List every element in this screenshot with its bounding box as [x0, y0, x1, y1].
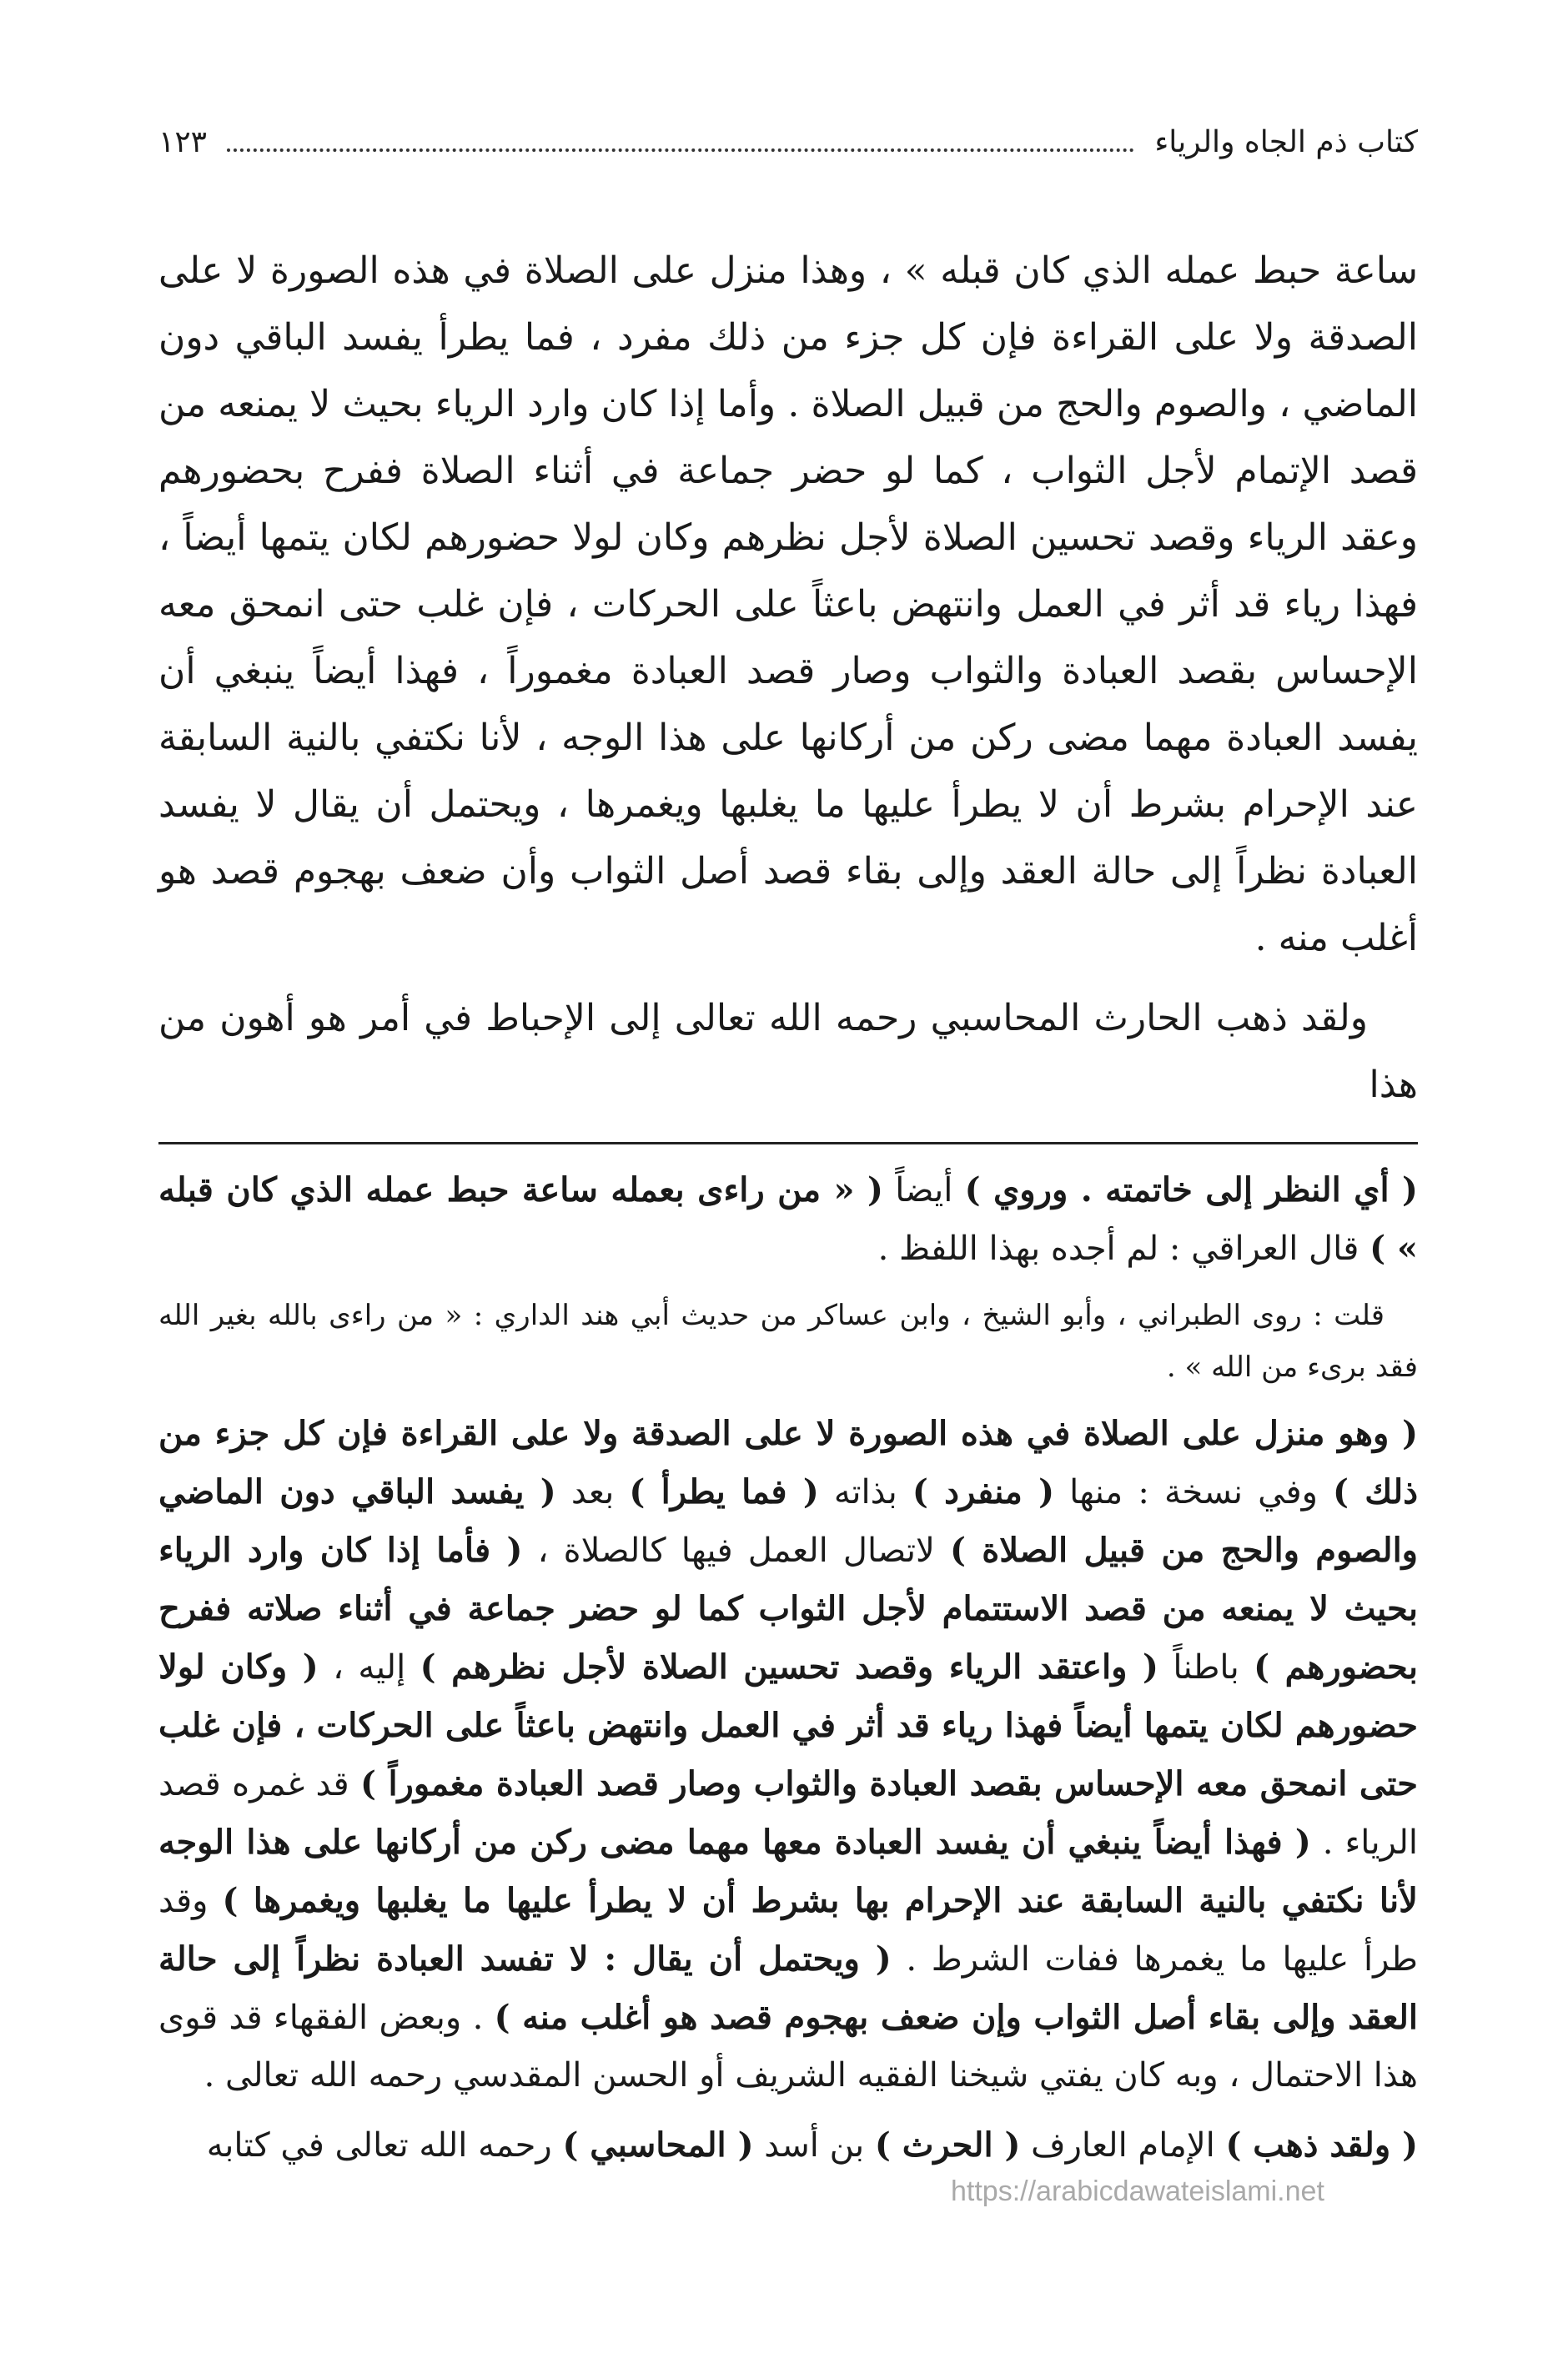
quoted-text: ( « من راءى بعمله ساعة حبط عمله الذي كان قبله » ) — [158, 1170, 1418, 1268]
commentary-text: . وبعض الفقهاء قد قوى هذا الاحتمال ، وبه كان يفتي شيخنا الفقيه الشريف أو الحسن المقدسي رحمه الله تعالى . — [158, 1999, 1418, 2095]
quoted-text: ( فما يطرأ ) — [629, 1472, 819, 1511]
header-dot-leader — [227, 148, 1134, 152]
quoted-text: ( فأما إذا كان وارد الرياء بحيث لا يمنعه من قصد الاستتمام لأجل الثواب كما لو حضر جماعة في أثناء صلاته ففرح بحضورهم ) — [158, 1531, 1418, 1687]
quoted-text: ( يفسد الباقي دون الماضي والصوم والحج من قبيل الصلاة ) — [158, 1472, 1418, 1570]
watermark-url: https://arabicdawateislami.net — [951, 2175, 1324, 2207]
quoted-text: ( فهذا أيضاً ينبغي أن يفسد العبادة معها مهما مضى ركن من أركانها على هذا الوجه لأنا نكتفي بالنية السابقة عند الإحرام بها بشرط أن لا يطرأ عليها ما يغلبها ويغمرها ) — [158, 1823, 1418, 1920]
commentary-text: وفي نسخة : منها — [1054, 1473, 1334, 1511]
commentary-paragraph — [158, 1161, 1418, 1278]
commentary-text: لاتصال العمل فيها كالصلاة ، — [522, 1532, 950, 1570]
quoted-text: ( منفرد ) — [912, 1472, 1054, 1511]
commentary-text: أيضاً — [882, 1171, 965, 1210]
commentary-text: وقد طرأ عليها ما يغمرها ففات الشرط . — [158, 1882, 1418, 1979]
commentary-text: بعد — [555, 1473, 630, 1511]
commentary — [158, 1161, 1418, 2175]
commentary-paragraph — [158, 1405, 1418, 2105]
commentary-note: قلت : روى الطبراني ، وأبو الشيخ ، وابن عساكر من حديث أبي هند الداري : « من راءى بالله بغير الله فقد برىء من الله » . — [158, 1299, 1418, 1384]
commentary-text: رحمه الله تعالى في كتابه — [206, 2126, 563, 2165]
commentary-text: قال العراقي : لم أجده بهذا اللفظ . — [877, 1230, 1370, 1268]
page-number: ١٢٣ — [158, 125, 208, 159]
commentary-paragraph — [158, 2116, 1418, 2175]
quoted-text: ( أي النظر إلى خاتمته . وروي ) — [964, 1170, 1418, 1210]
commentary-text: الإمام العارف — [1020, 2126, 1226, 2165]
quoted-text: ( المحاسبي ) — [562, 2125, 754, 2165]
running-title: كتاب ذم الجاه والرياء — [1154, 125, 1418, 159]
commentary-text: قد غمره قصد الرياء . — [158, 1765, 1418, 1862]
commentary-text: بن أسد — [753, 2126, 875, 2165]
main-text — [158, 238, 1418, 1119]
commentary-text: إليه ، — [318, 1648, 420, 1687]
main-paragraph: ولقد ذهب الحارث المحاسبي رحمه الله تعالى إلى الإحباط في أمر هو أهون من هذا — [158, 997, 1418, 1106]
quoted-text: ( ولقد ذهب ) — [1225, 2125, 1418, 2165]
page-header — [158, 125, 1418, 192]
quoted-text: ( وهو منزل على الصلاة في هذه الصورة لا على الصدقة ولا على القراءة فإن كل جزء من ذلك ) — [158, 1414, 1419, 1511]
footnote-divider — [158, 1142, 1418, 1144]
commentary-text: بذاته — [818, 1473, 912, 1511]
book-page — [158, 125, 1418, 2175]
quoted-text: ( ويحتمل أن يقال : لا تفسد العبادة نظراً إلى حالة العقد وإلى بقاء أصل الثواب وإن ضعف بهجوم قصد هو أغلب منه ) — [158, 1939, 1418, 2037]
quoted-text: ( واعتقد الرياء وقصد تحسين الصلاة لأجل نظرهم ) — [420, 1647, 1158, 1687]
main-paragraph: ساعة حبط عمله الذي كان قبله » ، وهذا منزل على الصلاة في هذه الصورة لا على الصدقة ولا على القراءة فإن كل جزء من ذلك مفرد ، فما يطرأ يفسد الباقي دون الماضي ، والصوم والحج من قبيل الصلاة . وأما إذا كان وارد الرياء بحيث لا يمنعه من قصد الإتمام لأجل الثواب ، كما لو حضر جماعة في أثناء الصلاة ففرح بحضورهم وعقد الرياء وقصد تحسين الصلاة لأجل نظرهم وكان لولا حضورهم لكان يتمها أيضاً ، فهذا رياء قد أثر في العمل وانتهض باعثاً على الحركات ، فإن غلب حتى انمحق معه الإحساس بقصد العبادة والثواب وصار قصد العبادة مغموراً ، فهذا أيضاً ينبغي أن يفسد العبادة مهما مضى ركن من أركانها على هذا الوجه ، لأنا نكتفي بالنية السابقة عند الإحرام بشرط أن لا يطرأ عليها ما يغلبها ويغمرها ، ويحتمل أن يقال لا يفسد العبادة نظراً إلى حالة العقد وإلى بقاء قصد أصل الثواب وأن ضعف بهجوم قصد هو أغلب منه . — [158, 249, 1418, 959]
commentary-text: باطناً — [1158, 1648, 1254, 1687]
quoted-text: ( الحرث ) — [874, 2125, 1021, 2165]
quoted-text: ( وكان لولا حضورهم لكان يتمها أيضاً فهذا رياء قد أثر في العمل وانتهض باعثاً على الحركات ، فإن غلب حتى انمحق معه الإحساس بقصد العبادة والثواب وصار قصد العبادة مغموراً ) — [158, 1647, 1418, 1803]
